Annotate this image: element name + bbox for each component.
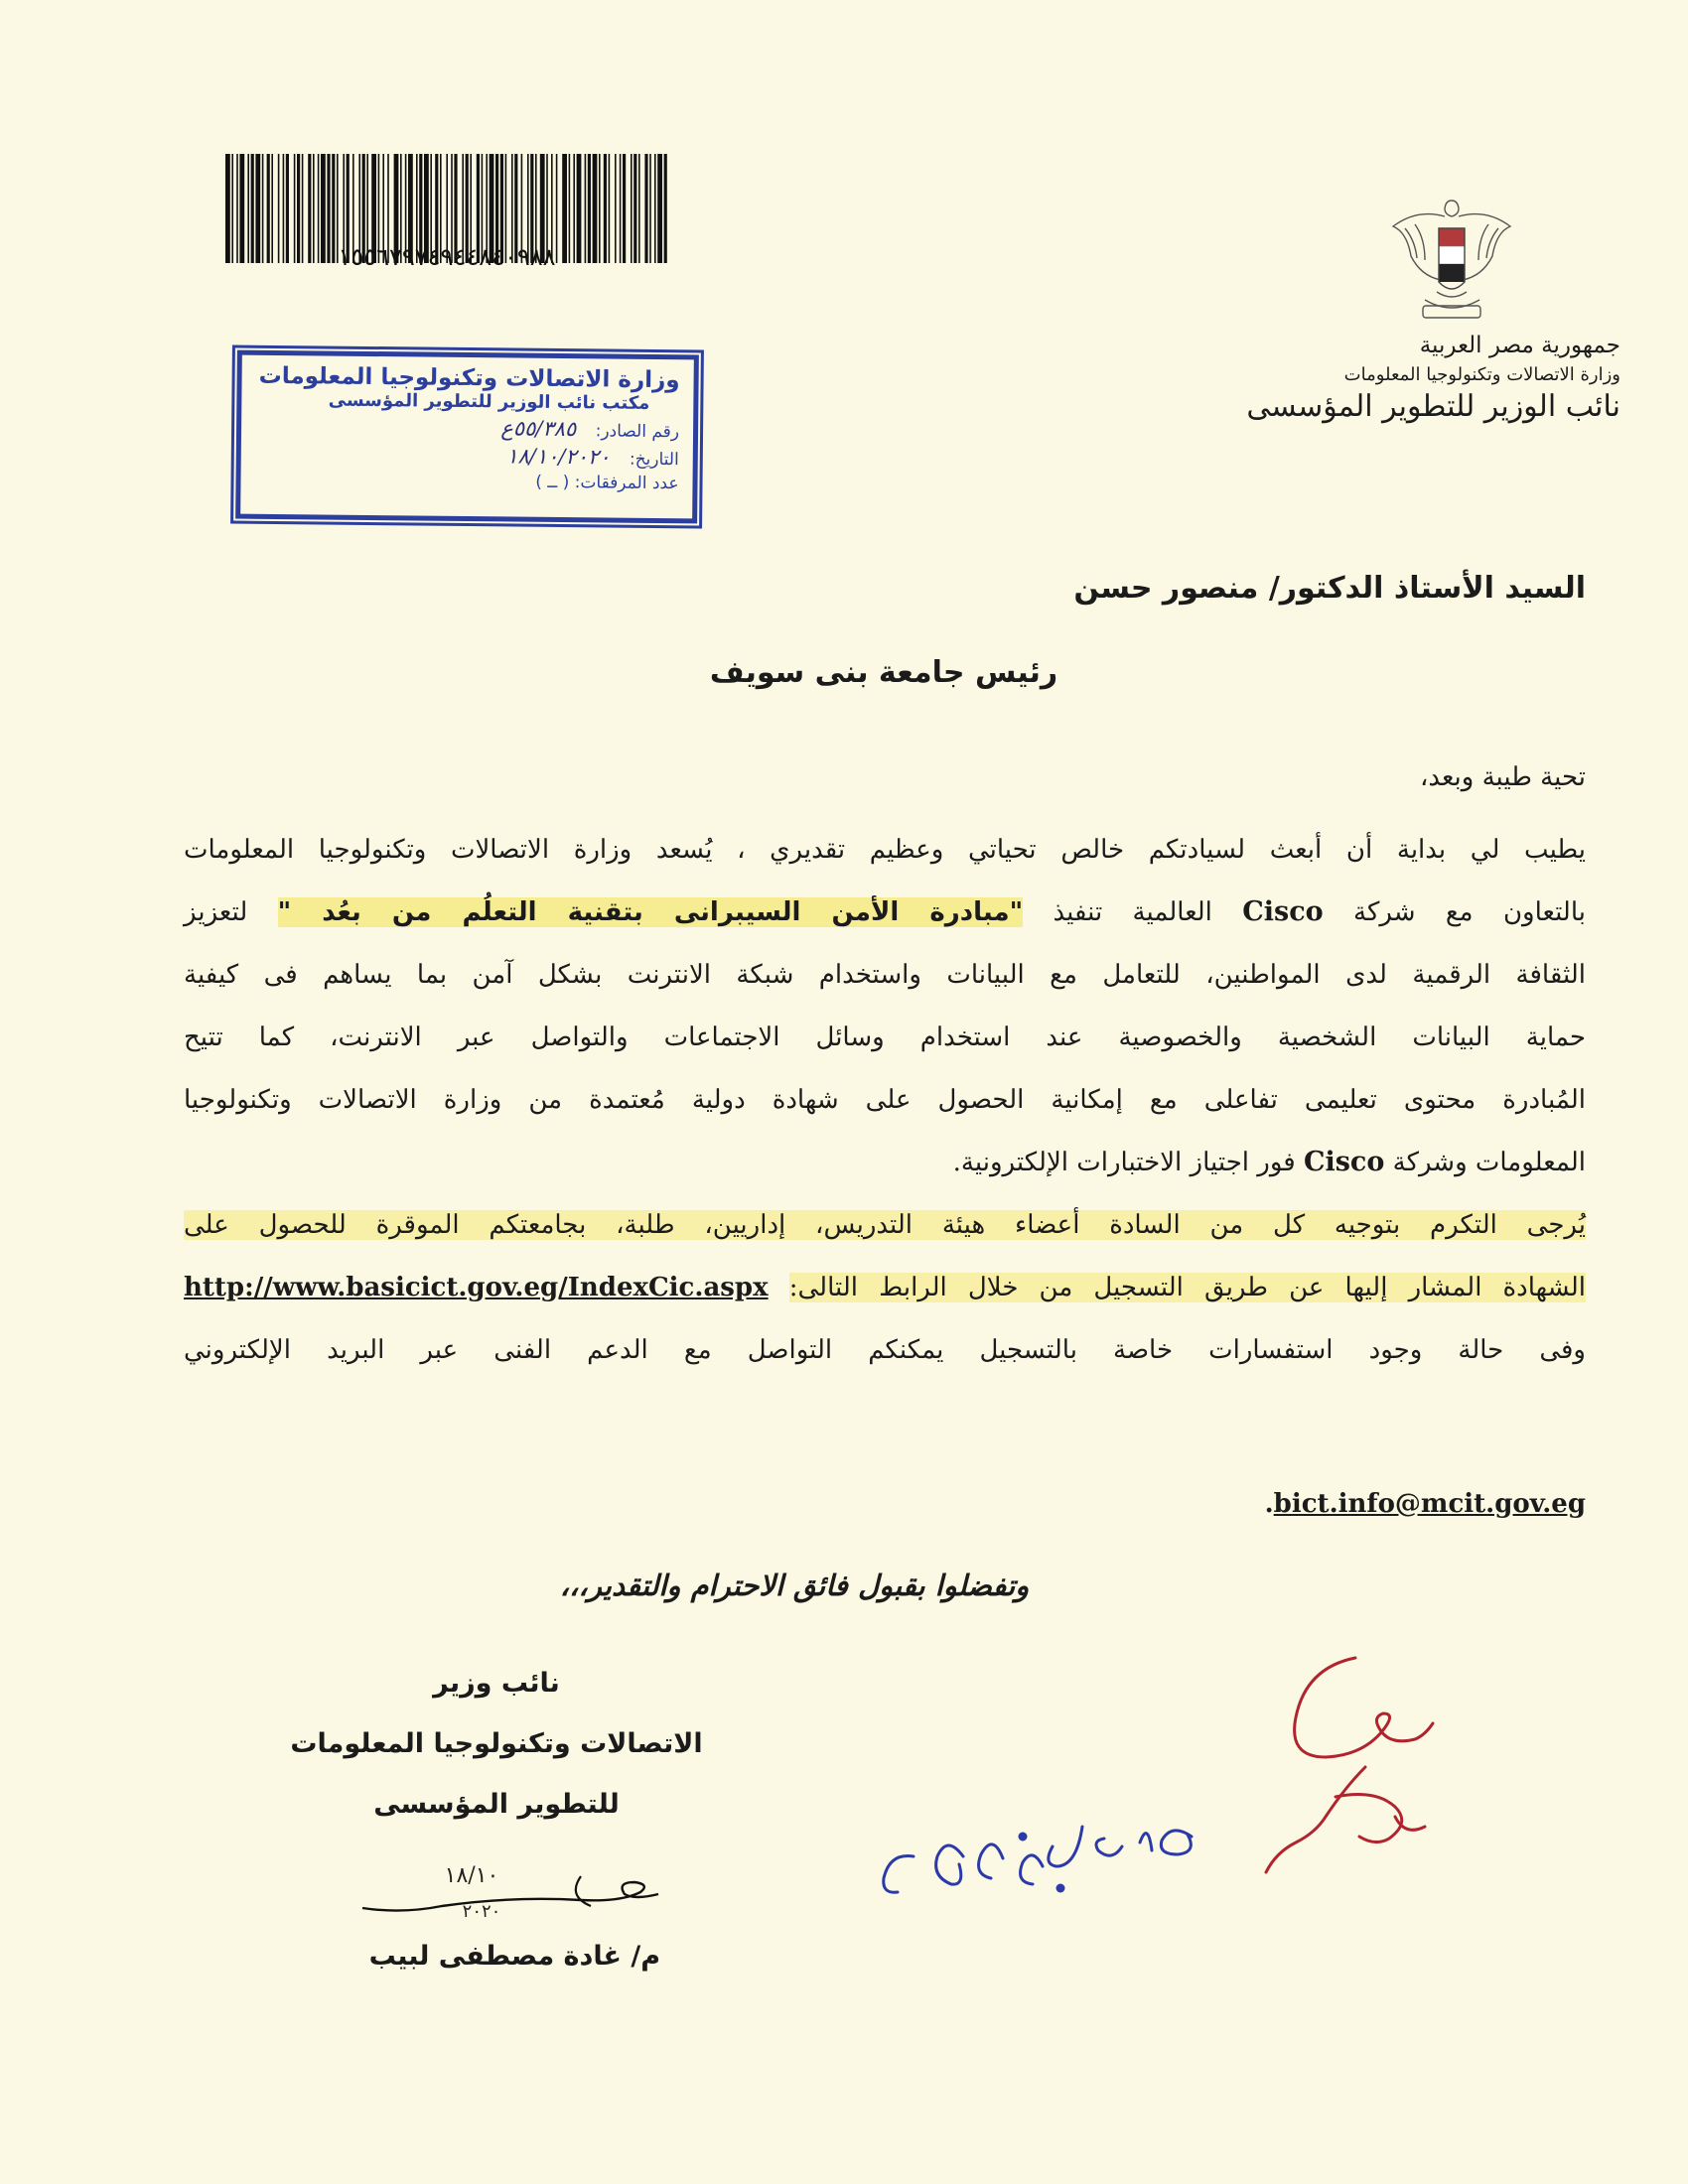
country-name: جمهورية مصر العربية: [1419, 333, 1620, 358]
body-text: بالتعاون مع شركة: [1353, 897, 1586, 927]
body-text: لتعزيز: [184, 897, 248, 927]
outgoing-stamp: [235, 350, 699, 524]
body-text: المعلومات وشركة: [1392, 1148, 1586, 1177]
stamp-number-row: [255, 414, 679, 442]
company-name: Cisco: [1242, 896, 1324, 927]
eagle-emblem-icon: [1385, 189, 1519, 328]
signer-title-2: الاتصالات وتكنولوجيا المعلومات: [290, 1728, 703, 1759]
office-name: نائب الوزير للتطوير المؤسسى: [1246, 389, 1620, 424]
support-email-link[interactable]: bict.info@mcit.gov.eg: [1273, 1489, 1586, 1519]
signature-block: [248, 1668, 745, 1849]
body-line: [184, 1140, 1586, 1202]
signer-title-3: للتطوير المؤسسى: [373, 1789, 620, 1820]
addressee-title: رئيس جامعة بنى سويف: [709, 655, 1058, 690]
body-line: [184, 1202, 1586, 1265]
ministry-header: [1203, 333, 1620, 424]
handwritten-annotation-blue: [854, 1807, 1211, 1916]
stamp-date-row: [255, 442, 679, 470]
signer-title-1: نائب وزير: [433, 1668, 560, 1699]
body-line: حماية البيانات الشخصية والخصوصية عند استخدام وسائل الاجتماعات والتواصل عبر الانترنت، كما تتيح: [184, 1023, 1586, 1052]
registration-link[interactable]: http://www.basicict.gov.eg/IndexCic.aspx: [184, 1273, 769, 1302]
highlighted-request: يُرجى التكرم بتوجيه كل من السادة أعضاء هيئة التدريس، إداريين، طلبة، بجامعتكم الموقرة للحصول على: [184, 1210, 1586, 1240]
signature-year: ٢٠٢٠: [462, 1901, 501, 1922]
stamp-number-label: رقم الصادر:: [595, 421, 680, 443]
handwritten-annotation-red: [1246, 1648, 1465, 1876]
body-text: فور اجتياز الاختبارات الإلكترونية.: [952, 1148, 1296, 1177]
body-line: الثقافة الرقمية لدى المواطنين، للتعامل مع البيانات واستخدام شبكة الانترنت بشكل آمن بما يساهم فى كيفية: [184, 960, 1586, 990]
greeting: تحية طيبة وبعد،: [1419, 762, 1586, 792]
stamp-attachments: عدد المرفقات: ( ــ ): [535, 472, 679, 494]
stamp-number-value: ٥٥/٣٨٥ع: [500, 416, 577, 442]
signature-date: ١٨/١٠: [444, 1863, 499, 1888]
body-text: الشهادة المشار إليها عن طريق التسجيل من خلال الرابط التالى:: [788, 1273, 1587, 1302]
stamp-office: مكتب نائب الوزير للتطوير المؤسسى: [328, 389, 650, 414]
body-line: يطيب لي بداية أن أبعث لسيادتكم خالص تحياتي وعظيم تقديري ، يُسعد وزارة الاتصالات وتكنولوجيا المعلومات: [184, 835, 1586, 865]
signer-name: م/ غادة مصطفى لبيب: [368, 1941, 660, 1972]
body-line: المُبادرة محتوى تعليمى تفاعلى مع إمكانية الحصول على شهادة دولية مُعتمدة من وزارة الاتصالات وتكنولوجيا: [184, 1085, 1586, 1115]
body-line: [184, 1265, 1586, 1327]
body-line: [184, 889, 1586, 952]
initiative-name: "مبادرة الأمن السيبرانى بتقنية التعلُم من بعُد ": [277, 897, 1024, 927]
body-line: وفى حالة وجود استفسارات خاصة بالتسجيل يمكنكم التواصل مع الدعم الفنى عبر البريد الإلكتروني: [184, 1335, 1586, 1365]
barcode-number: ١٥٥٦٧٩٧٤٩٤٤٨٤٠٩٨٨: [338, 243, 556, 271]
ministry-name: وزارة الاتصالات وتكنولوجيا المعلومات: [1343, 364, 1620, 385]
addressee-name: السيد الأستاذ الدكتور/ منصور حسن: [1073, 571, 1586, 606]
body-text: العالمية تنفيذ: [1053, 897, 1212, 927]
stamp-ministry: وزارة الاتصالات وتكنولوجيا المعلومات: [258, 362, 680, 394]
stamp-date-value: ١٨/١٠/٢٠٢٠: [506, 444, 611, 470]
letter-body: [184, 827, 1586, 1390]
closing-line: وتفضلوا بقبول فائق الاحترام والتقدير،،،: [559, 1569, 1030, 1602]
company-name: Cisco: [1303, 1147, 1385, 1177]
email-line: .bict.info@mcit.gov.eg: [1264, 1489, 1586, 1519]
stamp-date-label: التاريخ:: [629, 449, 679, 471]
